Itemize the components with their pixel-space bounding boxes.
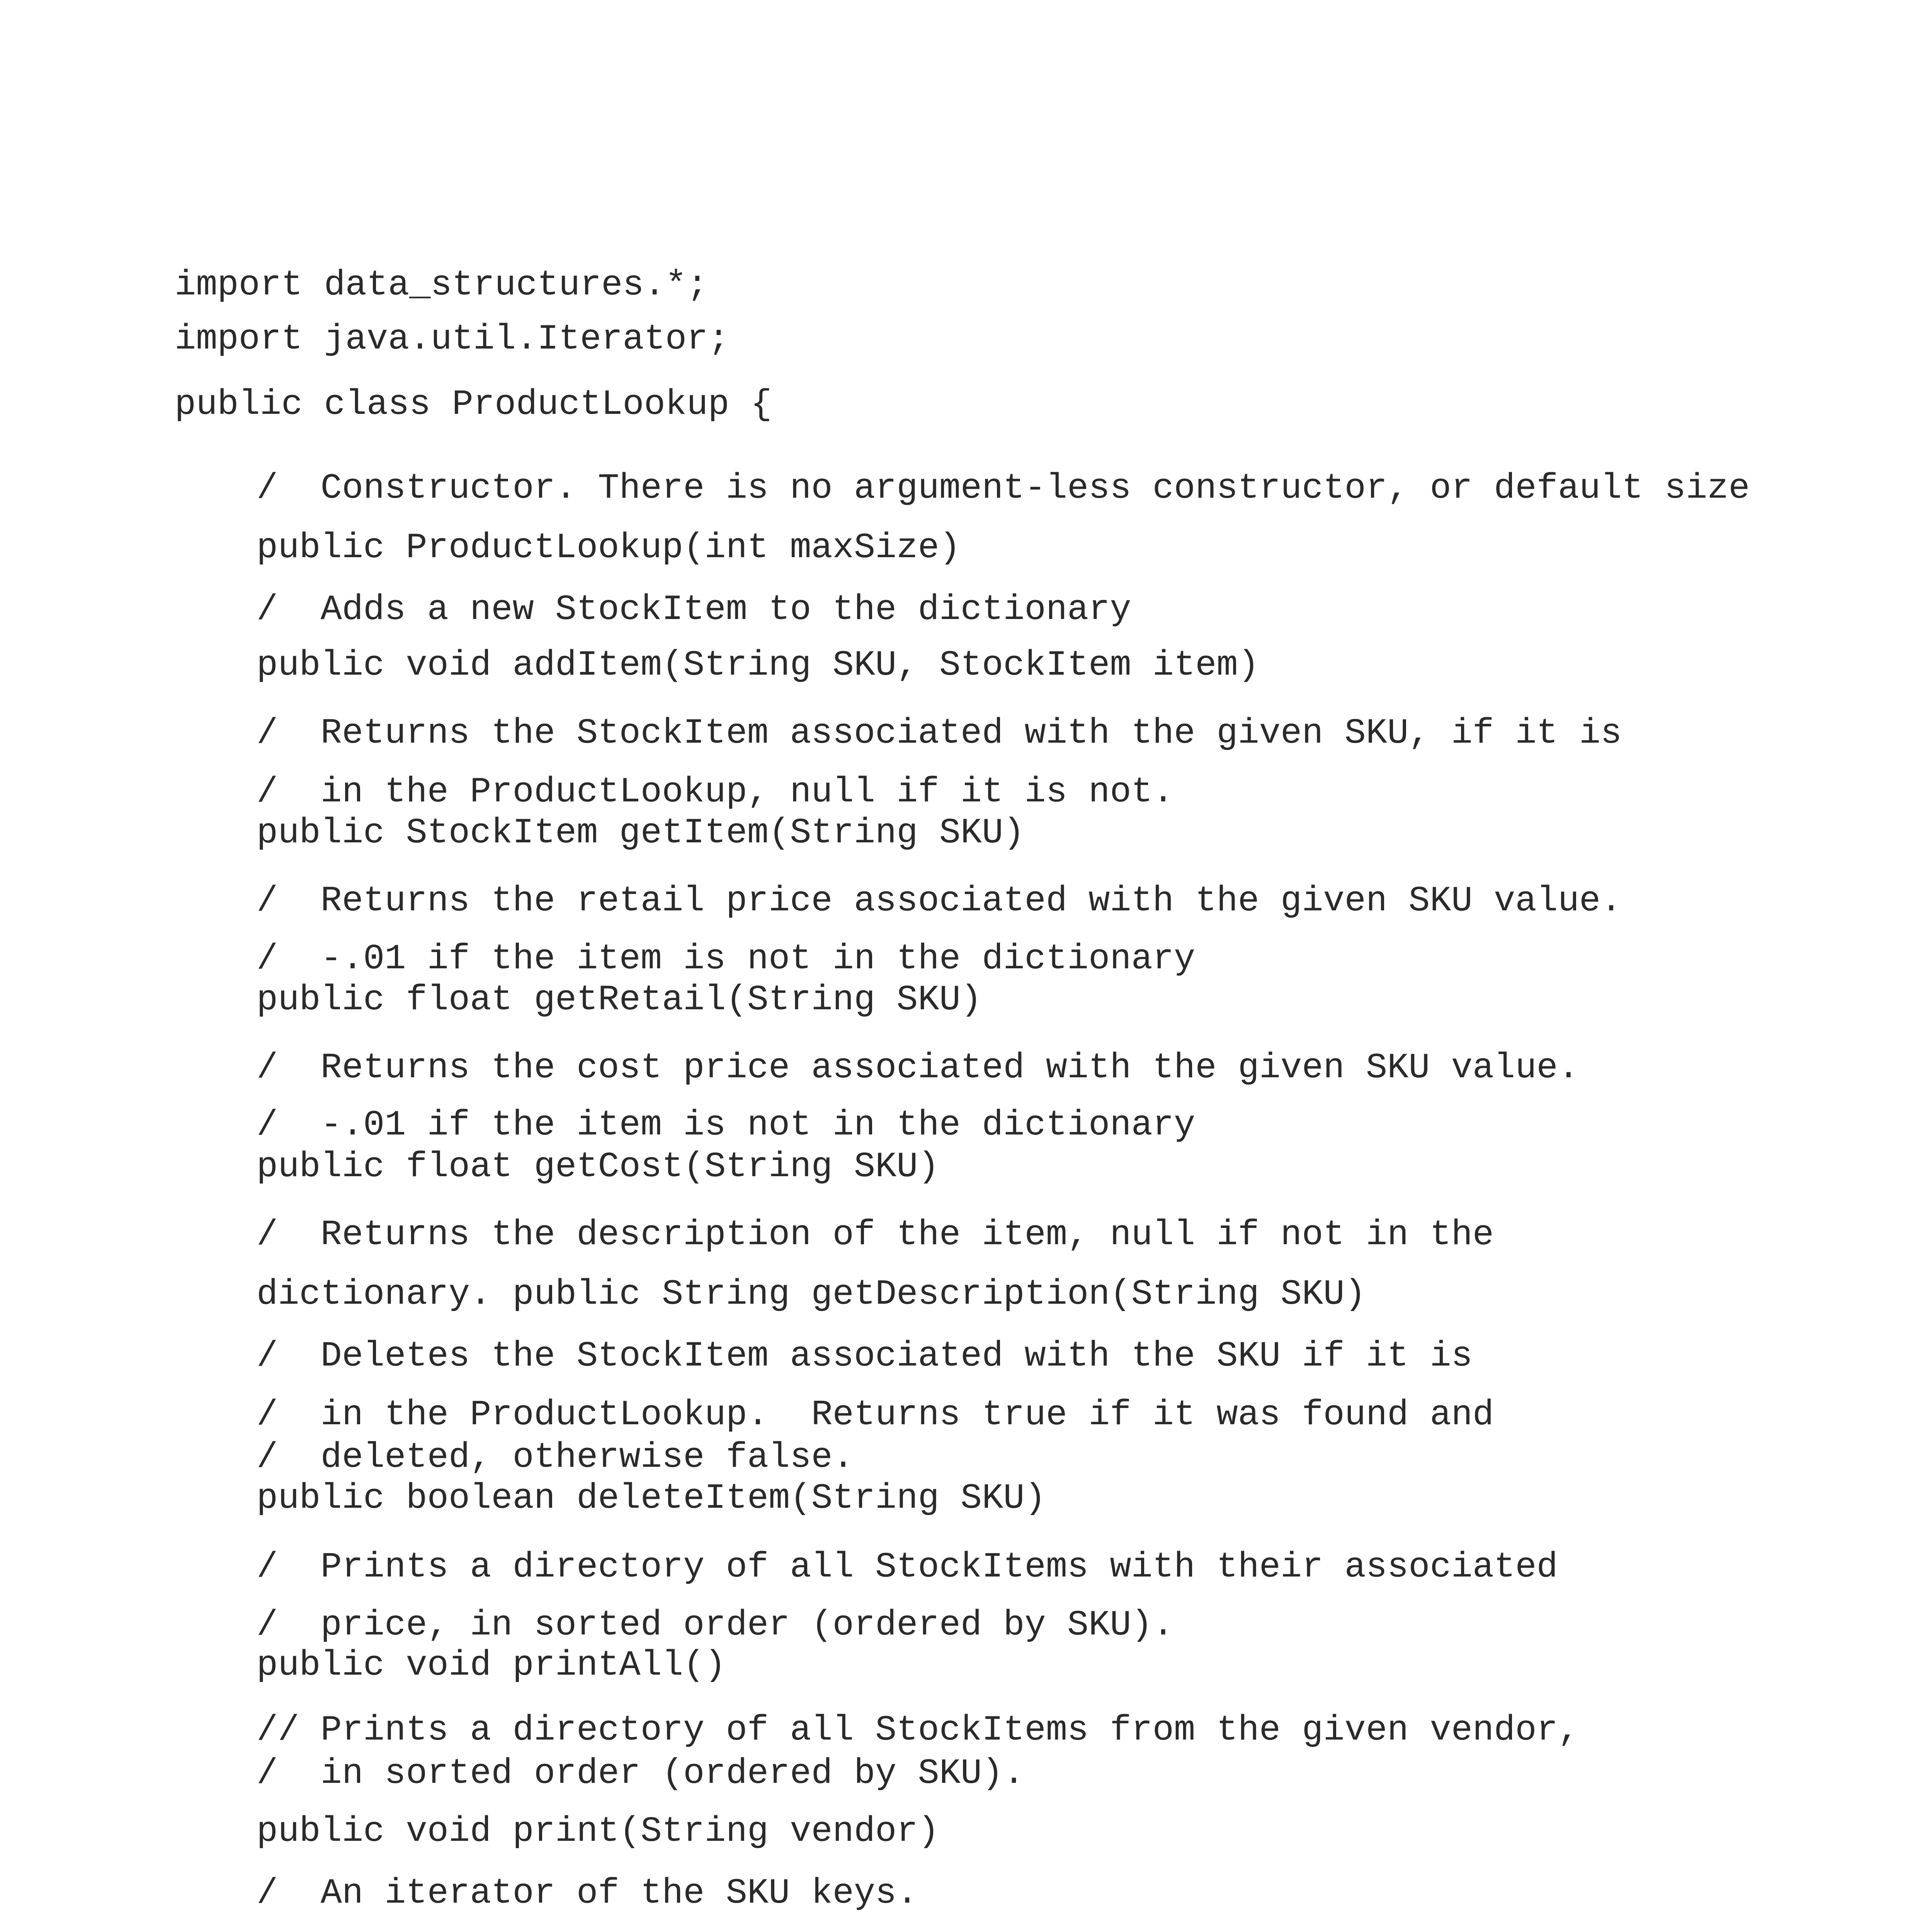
method-signature: public float getRetail(String SKU) — [257, 980, 982, 1020]
code-comment: / Constructor. There is no argument-less constructor, or default size — [257, 468, 1750, 509]
code-comment: / Deletes the StockItem associated with the SKU if it is — [257, 1336, 1473, 1376]
code-comment: / -.01 if the item is not in the dictionary — [257, 1105, 1196, 1145]
import-line: import java.util.Iterator; — [175, 319, 730, 359]
code-comment: / -.01 if the item is not in the dictionary — [257, 939, 1196, 979]
method-signature: public float getCost(String SKU) — [257, 1146, 939, 1187]
method-signature: public StockItem getItem(String SKU) — [257, 813, 1025, 853]
import-line: import data_structures.*; — [175, 265, 708, 305]
method-signature: public void addItem(String SKU, StockItem item) — [257, 645, 1259, 685]
method-signature: dictionary. public String getDescription(String SKU) — [257, 1274, 1366, 1315]
method-signature: public void printAll() — [257, 1645, 726, 1685]
code-comment: / An iterator of the SKU keys. — [257, 1873, 918, 1913]
code-comment: / Returns the cost price associated with the given SKU value. — [257, 1048, 1579, 1088]
code-comment: / deleted, otherwise false. — [257, 1437, 854, 1478]
code-comment: / in the ProductLookup. Returns true if it was found and — [257, 1395, 1494, 1435]
method-signature: public void print(String vendor) — [257, 1811, 939, 1852]
code-comment: / price, in sorted order (ordered by SKU). — [257, 1605, 1174, 1645]
code-comment: / in sorted order (ordered by SKU). — [257, 1753, 1025, 1794]
code-comment: / Returns the retail price associated with the given SKU value. — [257, 881, 1622, 921]
code-comment: / Prints a directory of all StockItems with their associated — [257, 1547, 1558, 1587]
code-comment: / in the ProductLookup, null if it is not. — [257, 772, 1174, 812]
code-comment: // Prints a directory of all StockItems from the given vendor, — [257, 1710, 1579, 1750]
class-declaration: public class ProductLookup { — [175, 384, 772, 425]
method-signature: public ProductLookup(int maxSize) — [257, 527, 961, 568]
method-signature: public boolean deleteItem(String SKU) — [257, 1478, 1046, 1519]
code-comment: / Adds a new StockItem to the dictionary — [257, 589, 1131, 630]
code-comment: / Returns the StockItem associated with the given SKU, if it is — [257, 713, 1622, 753]
code-comment: / Returns the description of the item, null if not in the — [257, 1214, 1494, 1255]
